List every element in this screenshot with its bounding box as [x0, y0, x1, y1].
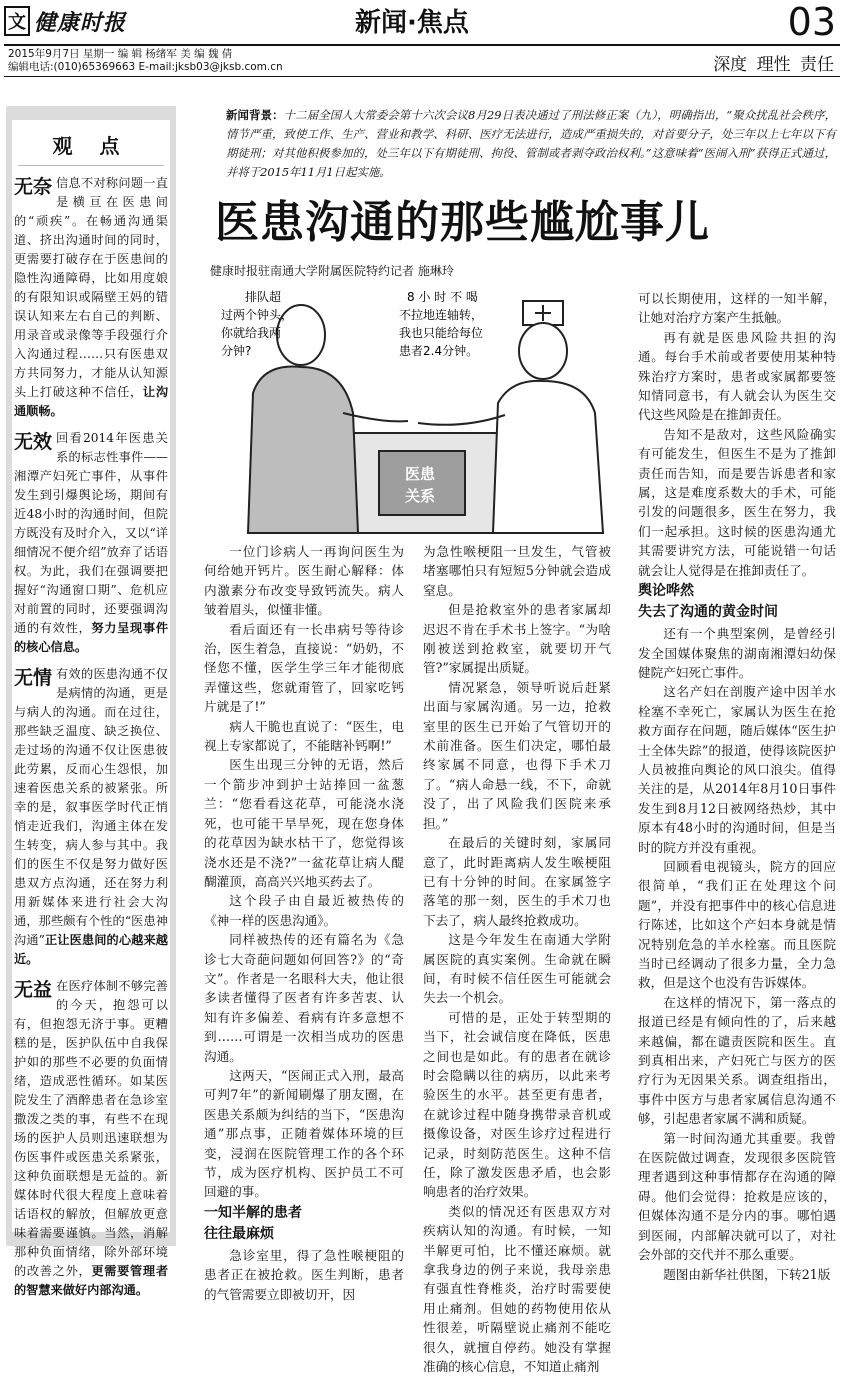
article-column-2 — [423, 542, 611, 1376]
sidebar-title: 观 点 — [18, 120, 164, 166]
doctor-bubble-line-4: 患者2.4分钟。 — [399, 344, 479, 358]
patient-bubble-line-4: 分钟? — [221, 344, 252, 358]
paragraph: 在这样的情况下，第一落点的报道已经是有倾向性的了，后来越来越偏，都在谴责医院和医生。直到真相出来，产妇死亡与医方的医疗行为无因果关系。调查组指出，事件中医方与患者家属信息沟通不够，引起患者家属不满和质疑。 — [638, 994, 836, 1127]
sidebar-section-2 — [14, 429, 168, 657]
paragraph: 这名产妇在剖腹产途中因羊水栓塞不幸死亡，家属认为医生在抢救方面存在问题，随后媒体“医生护士全体失踪”的报道，使得该院医护人员被推向舆论的风口浪尖。值得关注的是，从2014年8月10日事件发生到8月12日被网络热炒，其中原本有48小时的沟通时间，但是当时的院方并没有重视。 — [638, 684, 836, 855]
section-keyword: 无情 — [14, 667, 53, 689]
article-column-1 — [204, 542, 404, 1304]
sidebar-content — [12, 120, 170, 1297]
paragraph: 可以长期使用，这样的一知半解，让她对治疗方案产生抵触。 — [638, 291, 836, 326]
paragraph: 类似的情况还有医患双方对疾病认知的沟通。有时候，一知半解更可怕，比不懂还麻烦。就拿我身边的例子来说，我母亲患有强直性脊椎炎，治疗时需要使用止痛剂。但她的药物使用依从性很差，听隔壁说止痛剂不能吃很久，就擅自停药。她没有掌握准确的核心信息，不知道止痛剂 — [423, 1203, 611, 1375]
paragraph: 再有就是医患风险共担的沟通。每台手术前或者要使用某种特殊治疗方案时，患者或家属都要签知情同意书，有人就会认为医生交代这些风险是在推卸责任。 — [638, 329, 836, 423]
patient-bubble-line-3: 你就给我两 — [221, 326, 282, 340]
patient-bubble-line-1: 排队超 — [245, 290, 282, 304]
section-conclusion: 让沟通顺畅。 — [14, 385, 169, 418]
section-conclusion: 正让医患间的心越来越近。 — [14, 933, 168, 966]
subheading-line-1: 舆论哗然 — [638, 583, 694, 600]
paragraph: 可惜的是，正处于转型期的当下，社会诚信度在降低，医患之间也是如此。有的患者在就诊时会隐瞒以往的病历，以此来考验医生的水平。甚至更有患者，在就诊过程中随身携带录音机或摄像设备，对医生诊疗过程进行记录，时刻防范医生。这种不信任，除了激发医患矛盾，也会影响患者的治疗效果。 — [423, 1009, 611, 1200]
sidebar-frame — [6, 106, 176, 1297]
paragraph: 情况紧急，领导听说后赶紧出面与家属沟通。另一边，抢救室里的医生已开始了气管切开的术前准备。医生们决定，哪怕最终家属不同意，也得下手术刀了。“病人命悬一线，不下，命就没了，出了风险我们医院来承担。” — [423, 679, 611, 831]
paragraph: 在最后的关键时刻，家属同意了，此时距离病人发生喉梗阻已有十分钟的时间。在家属签字落笔的那一刻，医生的手术刀也下去了，病人最终抢救成功。 — [423, 835, 611, 928]
news-background — [226, 106, 836, 182]
meta-line-1: 2015年9月7日 星期一 编 辑 杨绪军 美 编 魏 倩 — [8, 48, 233, 60]
section-text: 有效的医患沟通不仅是病情的沟通，更是与病人的沟通。而在过往，那些缺乏温度、缺乏换位、走过场的沟通不仅让医患彼此劳累，反而心生怨恨，加速着医患关系的被紧张。所幸的是，叙事医学时代正悄悄走近我们，沟通主体在发生转变，病人参与其中。我们的医生不仅是努力做好医患双方点沟通，还在努力利用新媒体来进行社会大沟通，那些颇有个性的“医患神沟通” — [14, 667, 168, 947]
paragraph: 一位门诊病人一再询问医生为何给她开钙片。医生耐心解释：体内激素分布改变导致钙流失。病人皱着眉头，似懂非懂。 — [204, 544, 404, 618]
paragraph: 告知不是敌对，这些风险确实有可能发生，但医生不是为了推卸责任而告知，而是要告诉患者和家属，这是难度系数大的手术，可能引发的问题很多，医生在努力，我们一起承担。这时候的医患沟通尤其需要讲究方法，可能说错一句话就会让人觉得是在推卸责任了。 — [638, 426, 836, 578]
paragraph: 但是抢救室外的患者家属却迟迟不肯在手术书上签字。“为啥刚被送到抢救室，就要切开气管?”家属提出质疑。 — [423, 602, 611, 676]
article-column-3 — [638, 289, 836, 1284]
paragraph: 急诊室里，得了急性喉梗阻的患者正在被抢救。医生判断，患者的气管需要立即被切开，因 — [204, 1247, 404, 1302]
paragraph: 病人干脆也直说了：“医生，电视上专家都说了，不能瞎补钙啊!” — [204, 718, 404, 754]
logo-mark: 文 — [4, 6, 30, 36]
section-text: 信息不对称问题一直是横亘在医患间的“顽疾”。在畅通沟通渠道、挤出沟通时间的同时，更需要打破存在于医患间的隐性沟通障碍，比如用度娘的有限知识或隔壁王妈的错误认知来左右自己的判断、用录音或录像等手段强行介入沟通过程……只有医患双方共同努力，才能从认知源头上打破这种不信任， — [14, 176, 168, 399]
paragraph: 这两天，“医闹正式入刑，最高可判7年”的新闻刷爆了朋友圈，在医患关系颇为纠结的当下，“医患沟通”那点事，正随着媒体环境的巨变，浸润在医院管理工作的各个环节，成为医疗机构、医护员工不可回避的事。 — [204, 1067, 404, 1200]
subheading-line-2: 往往最麻烦 — [204, 1225, 274, 1242]
background-text: 十二届全国人大常委会第十六次会议8月29日表决通过了刑法修正案（九），明确指出，“聚众扰乱社会秩序，情节严重，致使工作、生产、营业和教学、科研、医疗无法进行，造成严重损失的，对首要分子，处三年以上七年以下有期徒刑；对其他积极参加的，处三年以下有期徒刑、拘役、管制或者剥夺政治权利。”这意味着“医闹入刑”获得正式通过，并将于2015年11月1日起实施。 — [226, 108, 836, 179]
paragraph: 这个段子由自最近被热传的《神一样的医患沟通》。 — [204, 893, 404, 928]
paragraph: 医生出现三分钟的无语，然后一个箭步冲到护士站捧回一盆葱兰：“您看看这花草，可能浇水浇死，也可能干旱旱死，现在您身体的花草因为缺水枯干了，您觉得该浇水还是不浇?”一盆花草让病人醍醐灌顶，高高兴兴地买药去了。 — [204, 757, 404, 889]
section-keyword: 无效 — [14, 431, 53, 453]
paragraph: 同样被热传的还有篇名为《急诊七大奇葩问题如何回答?》的“奇文”。作者是一名眼科大夫，他让很多读者懂得了医者有许多苦衷、认知有许多偏差、看病有许多意想不到……可谓是一次相当成功的医患沟通。 — [204, 932, 404, 1064]
section-conclusion: 更需要管理者的智慧来做好内部沟通。 — [14, 1264, 169, 1297]
page-number: 03 — [787, 0, 836, 44]
sidebar-section-4 — [14, 977, 168, 1300]
subheading-line-1: 一知半解的患者 — [204, 1204, 302, 1221]
paragraph: 还有一个典型案例，是曾经引发全国媒体聚焦的湖南湘潭妇幼保健院产妇死亡事件。 — [638, 626, 836, 680]
section-keyword: 无奈 — [14, 176, 53, 198]
box-label-line-2: 关系 — [405, 487, 436, 505]
paragraph: 看后面还有一长串病号等待诊治，医生着急，直接说：“奶奶，不怪您不懂，医学生学三年才能彻底弄懂这些，您就甭管了，回家吃钙片就是了!” — [204, 621, 404, 715]
section-title: 新闻·焦点 — [355, 8, 469, 38]
masthead-rule — [4, 76, 840, 77]
sidebar-section-3 — [14, 665, 168, 969]
subheading-line-2: 失去了沟通的黄金时间 — [638, 604, 778, 621]
paragraph: 这是今年发生在南通大学附属医院的真实案例。生命就在瞬间，有时候不信任医生可能就会失去一个机会。 — [423, 932, 611, 1006]
issue-meta — [8, 48, 283, 74]
doctor-bubble-line-1: 8 小 时 不 喝 — [407, 290, 478, 304]
masthead-logo — [4, 4, 154, 38]
box-label-line-1: 医患 — [405, 465, 436, 483]
top-rule — [4, 44, 840, 46]
cartoon-illustration — [193, 283, 613, 535]
logo-text: 健康时报 — [34, 9, 127, 36]
paragraph: 第一时间沟通尤其重要。我曾在医院做过调查，发现很多医院管理者遇到这种事情都存在沟通的障碍。他们会觉得：抢救是应该的，但媒体沟通不是分内的事。哪怕遇到医闹，内部解决就可以了，对社会外部的交代并不那么重要。 — [638, 1130, 836, 1263]
section-conclusion: 努力呈现事件的核心信息。 — [14, 621, 169, 654]
section-text: 在医疗体制不够完善的今天，抱怨可以有，但抱怨无济于事。更糟糕的是，医护队伍中自我保护如的那些不必要的负面情绪，造成恶性循环。如某医院发生了酒醉患者在急诊室撒泼之类的事，有些不在现场的医护人员则迅速联想为伤医事件或医患关系紧张，这种负面联想是无益的。新媒体时代很大程度上意味着话语权的解放，但解放更意味着需要谨慎。当然，消解那种负面情绪，除外部环境的改善之外， — [14, 979, 168, 1278]
background-label: 新闻背景： — [226, 108, 284, 122]
byline: 健康时报驻南通大学附属医院特约记者 施琳玲 — [210, 264, 454, 278]
patient-bubble-line-2: 过两个钟头， — [221, 308, 294, 322]
section-text: 回看2014年医患关系的标志性事件——湘潭产妇死亡事件，从事件发生到引爆舆论场，期间有近48小时的沟通时间，但院方既没有及时介入，又以“详细情况不便介绍”放弃了话语权。为此，我们在强调要把握好“沟通窗口期”、危机应对前置的同时，还要强调沟通的有效性， — [14, 431, 168, 635]
paragraph: 回顾看电视镜头，院方的回应很简单，“我们正在处理这个问题”，并没有把事件中的核心信息进行陈述，比如这个产妇本身就是情况特别危急的羊水栓塞。而且医院当时已经调动了很多力量，全力急救，但是这个也没有告诉媒体。 — [638, 858, 836, 991]
meta-line-2: 编辑电话:(010)65369663 E-mail:jksb03@jksb.com.cn — [8, 61, 283, 73]
doctor-bubble-line-2: 不拉地连轴转， — [399, 308, 484, 322]
paragraph: 为急性喉梗阻一旦发生，气管被堵塞哪怕只有短短5分钟就会造成窒息。 — [423, 544, 611, 598]
section-keyword: 无益 — [14, 979, 53, 1001]
doctor-bubble-line-3: 我也只能给每位 — [399, 326, 484, 340]
slogan: 深度 理性 责任 — [713, 55, 834, 75]
sidebar-section-1 — [14, 174, 168, 421]
headline: 医患沟通的那些尴尬事儿 — [215, 197, 710, 248]
photo-credit: 题图由新华社供图，下转21版 — [663, 1266, 831, 1282]
